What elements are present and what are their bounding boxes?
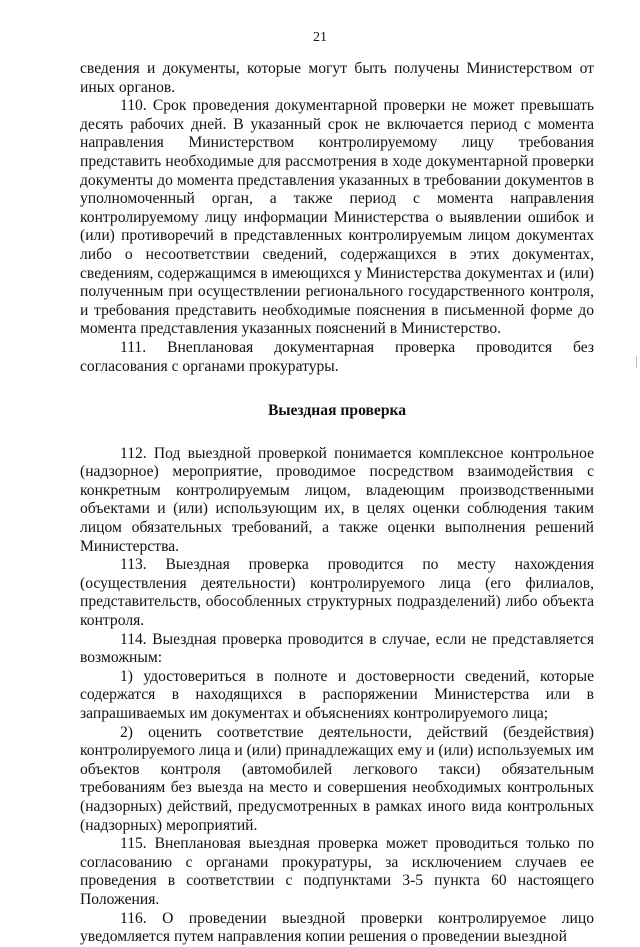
paragraph-113: 113. Выездная проверка проводится по месту нахождения (осуществления деятельности) контролируемого лица (его филиалов, представительств, обособленных структурных подразделений) либо объекта контроля. (80, 556, 594, 630)
paragraph-115: 115. Внеплановая выездная проверка может проводиться только по согласованию с органами прокуратуры, за исключением случаев ее проведения в соответствии с подпунктами 3-5 пункта 60 настоящего Положения. (80, 835, 594, 908)
page-number: 21 (313, 30, 327, 45)
paragraph-112: 112. Под выездной проверкой понимается комплексное контрольное (надзорное) мероприятие, проводимое посредством взаимодействия с конкретным контролируемым лицом, владеющим производственными объектами и (или) использующим их, в целях оценки соблюдения таким лицом обязательных требований, а также оценки выполнения решений Министерства. (80, 444, 594, 555)
paragraph-110: 110. Срок проведения документарной проверки не может превышать десять рабочих дней. В указанный срок не включается период с момента направления Министерством контролируемому лицу требования представить необходимые для рассмотрения в ходе документарной проверки документы до момента представления указанных в требовании документов в уполномоченный орган, а также период с момента направления контролируемому лицу информации Министерства о выявлении ошибок и (или) противоречий в представленных контролируемым лицом документах либо о несоответствии сведений, содержащихся в этих документах, сведениям, содержащимся в имеющихся у Министерства документах и (или) полученным при осуществлении регионального государственного контроля, и требования представить необходимые пояснения в письменной форме до момента представления указанных пояснений в Министерство. (80, 97, 594, 338)
paragraph-116: 116. О проведении выездной проверки контролируемое лицо уведомляется путем направления копии решения о проведении выездной (80, 909, 594, 946)
paragraph-114: 114. Выездная проверка проводится в случае, если не представляется возможным: (80, 630, 594, 667)
document-body (80, 60, 594, 947)
paragraph-111: 111. Внеплановая документарная проверка проводится без согласования с органами прокуратуры. (80, 338, 594, 375)
scan-artifact-mark (636, 356, 637, 368)
section-heading: Выездная проверка (267, 402, 407, 420)
paragraph-114-item-2: 2) оценить соответствие деятельности, действий (бездействия) контролируемого лица и (или) принадлежащих ему и (или) используемых им объектов контроля (автомобилей легкового такси) обязательным требованиям без выезда на место и совершения необходимых контрольных (надзорных) действий, предусмотренных в рамках иного вида контрольных (надзорных) мероприятий. (80, 723, 594, 834)
paragraph-114-item-1: 1) удостовериться в полноте и достоверности сведений, которые содержатся в находящихся в распоряжении Министерства или в запрашиваемых им документах и объяснениях контролируемого лица; (80, 667, 594, 722)
paragraph-continuation: сведения и документы, которые могут быть получены Министерством от иных органов. (80, 60, 594, 96)
